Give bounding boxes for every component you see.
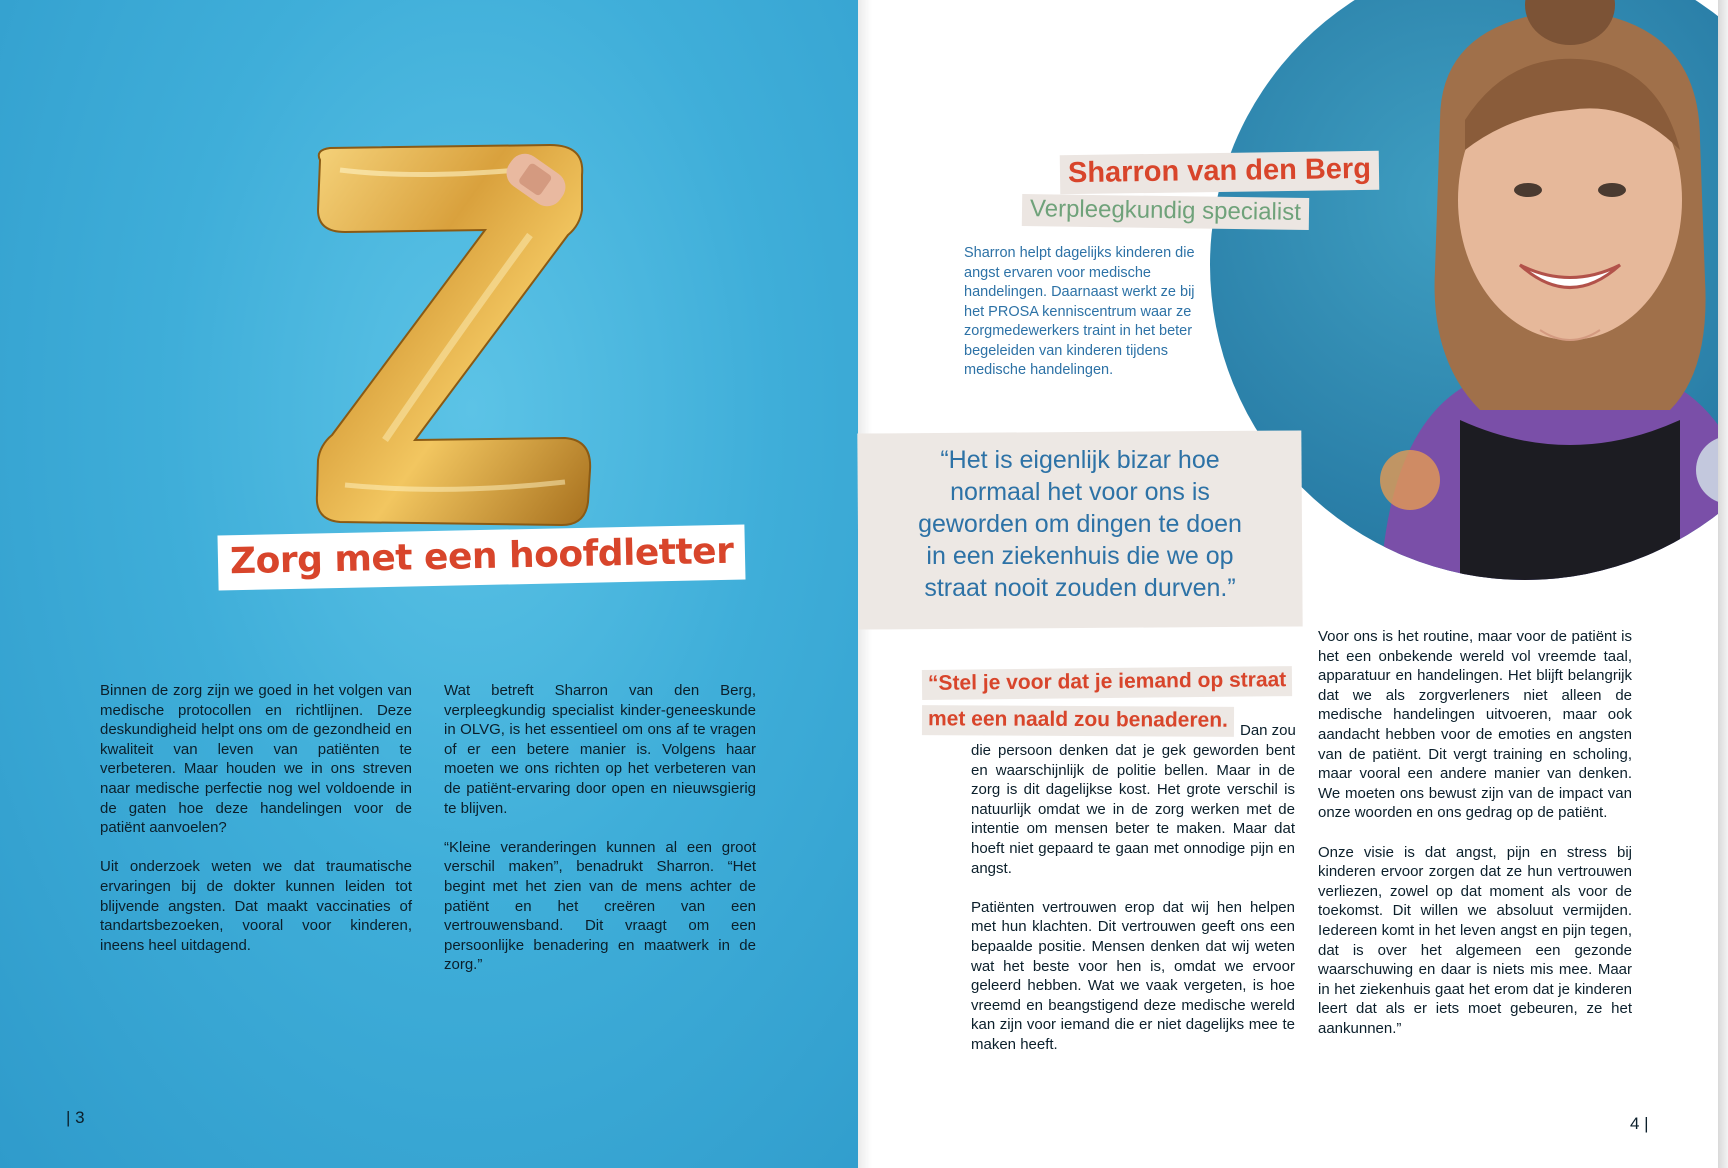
quote-line: normaal het voor ons is — [950, 478, 1210, 506]
paragraph: Patiënten vertrouwen erop dat wij hen helpen met hun klachten. Dit vertrouwen geeft ons een bepaalde positie. Mensen denken dat wij weten wat het beste voor hen is, omdat we ervoor geleerd hebben. Wat we vaak vergeten, is hoe vreemd en beangstigend deze medische wereld kan zijn voor iemand die er niet dagelijks mee te maken heeft. — [971, 898, 1295, 1053]
person-role: Verpleegkundig specialist — [1029, 195, 1302, 226]
paragraph: Voor ons is het routine, maar voor de patiënt is het een onbekende wereld vol vreemde taal, apparatuur en handelingen. Het blijft belangrijk dat we als zorgverleners niet alleen de medische handelingen uitvoeren, maar ook aandacht hebben voor de emoties en angsten van de patiënt. Dit vergt training en scholing, maar vooral een andere manier van denken. We moeten ons bewust zijn van de impact van onze woorden en ons gedrag op de patiënt. — [1318, 628, 1632, 822]
paragraph: Binnen de zorg zijn we goed in het volgen van medische protocollen en richtlijnen. Deze deskundigheid helpt ons om de gezondheid en kwaliteit van leven van patiënten te verbeteren. Maar houden we in ons streven naar medische perfectie nog wel voldoende in de gaten hoe deze handelingen voor de patiënt aanvoelen? — [100, 682, 412, 837]
paragraph: die persoon denken dat je gek geworden bent en waarschijnlijk de politie bellen. Maar in de zorg is dit dagelijkse kost. Het grote verschil is natuurlijk omdat we in de zorg werken met de intentie om mensen beter te maken. Maar dat hoeft niet gepaard te gaan met onnodige pijn en angst. — [971, 742, 1295, 877]
pull-quote-line-2: met een naald zou benaderen. — [922, 705, 1234, 737]
right-column-1 — [971, 741, 1295, 1074]
page-edge — [1718, 0, 1728, 1168]
intro-text: Sharron helpt dagelijks kinderen die angst ervaren voor medische handelingen. Daarnaast werkt ze bij het PROSA kenniscentrum waar ze zorgmedewerkers traint in het beter begeleiden van kinderen tijdens medische handelingen. — [964, 245, 1195, 378]
quote-line: “Het is eigenlijk bizar hoe — [940, 446, 1220, 474]
quote-text — [858, 444, 1302, 604]
page-number-right: 4 | — [1630, 1114, 1649, 1133]
paragraph: Onze visie is dat angst, pijn en stress bij kinderen ervoor zorgen dat ze hun vertrouwen verliezen, zowel op dat moment als voor de toekomst. Dit willen we absoluut vermijden. Iedereen komt in het leven angst en pijn tegen, dat is over het algemeen een gezonde waarschuwing en daar is niets mis mee. Maar in het ziekenhuis gaat het erom dat je kinderen leert dat als er iets moet gebeuren, ze het aankunnen.” — [1318, 843, 1632, 1037]
left-page — [0, 0, 858, 1168]
person-name: Sharron van den Berg — [1067, 152, 1372, 190]
name-box — [1060, 151, 1379, 194]
paragraph: Wat betreft Sharron van den Berg, verpleegkundig specialist kinder-geneeskunde in OLVG, is het essentieel om ons af te vragen of er een betere manier is. Volgens haar moeten we ons richten op het verbeteren van de patiënt-ervaring door open en nieuwsgierig te blijven. — [444, 682, 756, 817]
quote-line: geworden om dingen te doen — [918, 510, 1242, 538]
pull-quote-continuation: Dan zou — [1240, 722, 1296, 739]
right-column-2 — [1318, 627, 1632, 1058]
pull-quote-line-1: “Stel je voor dat je iemand op straat — [922, 666, 1293, 700]
left-column-1 — [100, 681, 412, 975]
role-box — [1022, 194, 1309, 230]
paragraph: Uit onderzoek weten we dat traumatische ervaringen bij de dokter kunnen leiden tot blijvende angsten. Dat maakt vaccinaties of tandartsbezoeken, vooral voor kinderen, ineens heel uitdagend. — [100, 858, 412, 954]
headline: Zorg met een hoofdletter — [229, 530, 734, 583]
quote-line: straat nooit zouden durven.” — [924, 574, 1236, 602]
page-number-left: | 3 — [66, 1108, 85, 1127]
paragraph: “Kleine veranderingen kunnen al een groot verschil maken”, benadrukt Sharron. “Het begint met het zien van de mens achter de patiënt en het creëren van een vertrouwensband. Dit vraagt om een persoonlijke benadering en maatwerk in de zorg.” — [444, 838, 756, 974]
quote-line: in een ziekenhuis die we op — [926, 542, 1234, 570]
z-balloon-illustration — [300, 140, 600, 530]
left-column-2 — [444, 681, 756, 995]
headline-box — [217, 524, 745, 590]
